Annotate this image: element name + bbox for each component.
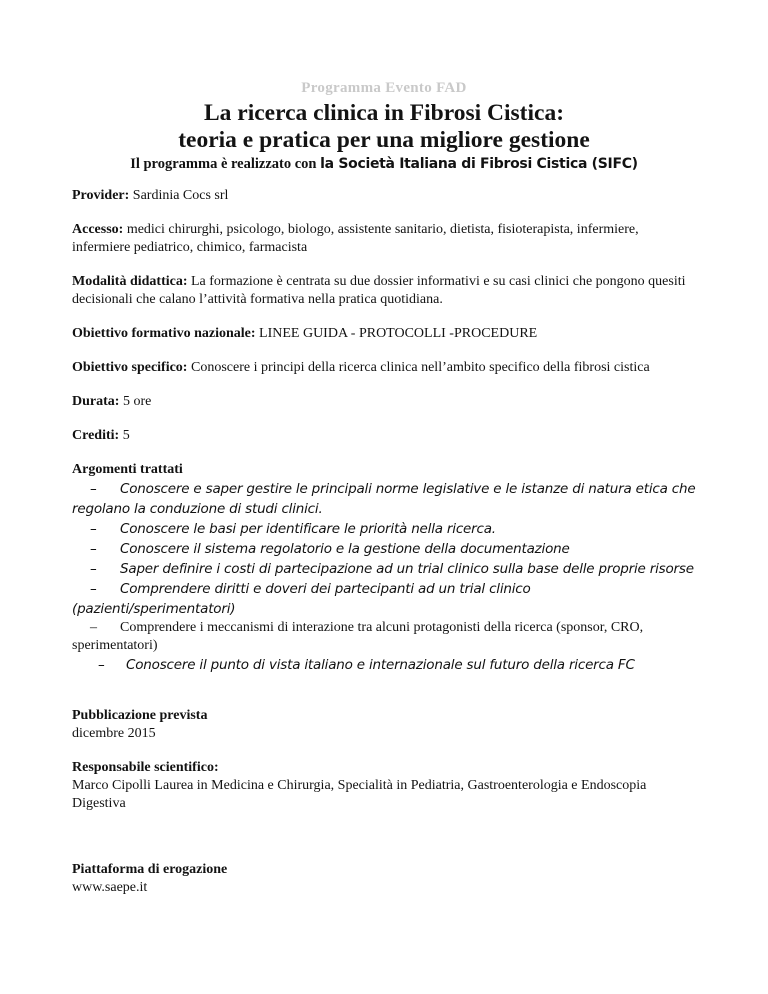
list-item [72,519,696,539]
document-body [72,187,696,897]
list-item-text: Conoscere il punto di vista italiano e internazionale sul futuro della ricerca FC [126,657,635,673]
dash-marker: – [90,561,97,577]
list-item-text: Conoscere il sistema regolatorio e la gestione della documentazione [120,541,570,557]
accesso-field [72,221,696,257]
crediti-field [72,427,696,445]
obiettivo-specifico-value: Conoscere i principi della ricerca clinica nell’ambito specifico della fibrosi cistica [187,360,650,375]
list-item [72,579,696,619]
responsabile-value: Marco Cipolli Laurea in Medicina e Chirurgia, Specialità in Pediatria, Gastroenterologia e Endoscopia Digestiva [72,778,647,811]
dash-marker: – [90,620,97,635]
obiettivo-nazionale-value: LINEE GUIDA - PROTOCOLLI -PROCEDURE [255,326,538,341]
piattaforma-value: www.saepe.it [72,880,148,895]
provider-value: Sardinia Cocs srl [129,188,229,203]
responsabile-label: Responsabile scientifico: [72,760,219,775]
list-item-text: Comprendere i meccanismi di interazione tra alcuni protagonisti della ricerca (sponsor, CRO, sperimentatori) [72,620,644,653]
durata-field [72,393,696,411]
provider-field [72,187,696,205]
crediti-value: 5 [119,428,130,443]
title-line-1: La ricerca clinica in Fibrosi Cistica: [203,100,565,126]
provider-label: Provider: [72,188,130,203]
obiettivo-specifico-label: Obiettivo specifico: [72,360,188,375]
accesso-label: Accesso: [72,222,124,237]
obiettivo-nazionale-field [72,325,696,343]
subtitle-serif-part: Il programma è realizzato con [130,156,321,172]
piattaforma-label: Piattaforma di erogazione [72,862,228,877]
argomenti-heading: Argomenti trattati [72,462,183,477]
subtitle-sans-part: la Società Italiana di Fibrosi Cistica (SIFC) [320,156,638,172]
durata-label: Durata: [72,394,120,409]
list-item-text: Saper definire i costi di partecipazione ad un trial clinico sulla base delle proprie risorse [120,561,694,577]
modalita-field [72,273,696,309]
modalita-value: La formazione è centrata su due dossier informativi e su casi clinici che pongono quesiti decisionali che calano l’attività formativa nella pratica quotidiana. [72,274,686,307]
list-item [72,559,696,579]
list-item [72,619,696,655]
document-subtitle [72,155,696,174]
spacer [72,675,696,707]
spacer [72,829,696,861]
dash-marker: – [90,481,97,497]
accesso-value: medici chirurghi, psicologo, biologo, assistente sanitario, dietista, fisioterapista, infermiere, infermiere pediatrico, chimico, farmacista [72,222,639,255]
dash-marker: – [90,541,97,557]
document-watermark: Programma Evento FAD [301,80,467,96]
document-title [72,100,696,154]
durata-value: 5 ore [119,394,152,409]
list-item-text: Conoscere le basi per identificare le priorità nella ricerca. [120,521,496,537]
crediti-label: Crediti: [72,428,120,443]
obiettivo-specifico-field [72,359,696,377]
list-item [72,655,696,675]
argomenti-list [72,479,696,675]
list-item [72,479,696,519]
dash-marker: – [98,657,105,673]
list-item-text: Conoscere e saper gestire le principali norme legislative e le istanze di natura etica che regolano la conduzione di studi clinici. [72,481,696,517]
list-item [72,539,696,559]
modalita-label: Modalità didattica: [72,274,188,289]
dash-marker: – [90,581,97,597]
pubblicazione-value: dicembre 2015 [72,726,156,741]
obiettivo-nazionale-label: Obiettivo formativo nazionale: [72,326,256,341]
list-item-text: Comprendere diritti e doveri dei partecipanti ad un trial clinico (pazienti/sperimentatori) [72,581,531,617]
title-line-2: teoria e pratica per una migliore gestione [178,127,590,153]
dash-marker: – [90,521,97,537]
pubblicazione-label: Pubblicazione prevista [72,708,208,723]
